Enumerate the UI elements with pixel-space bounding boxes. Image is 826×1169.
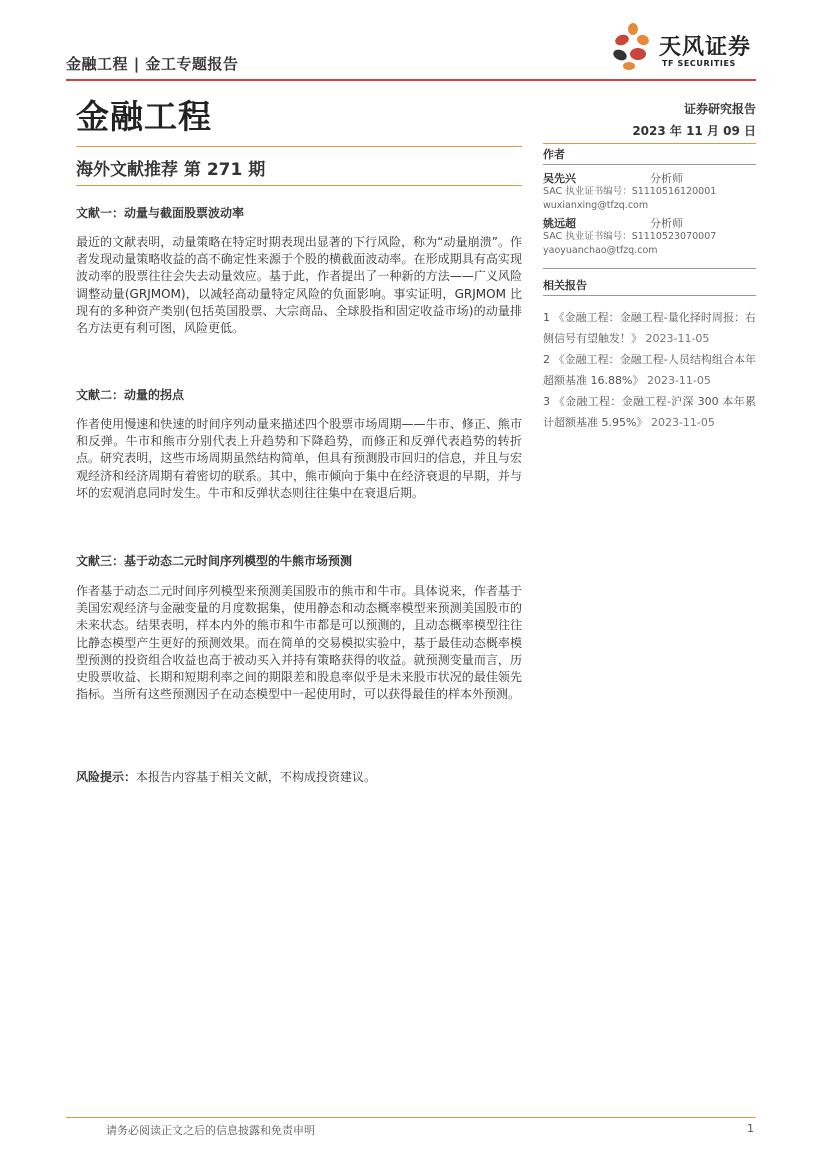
related-report-title: 3 《金融工程：金融工程-沪深 300 本年累计超额基准 5.95%》 <box>543 395 756 429</box>
section-heading: 文献三：基于动态二元时间序列模型的牛熊市场预测 <box>76 554 353 568</box>
related-report-date: 2023-11-05 <box>650 416 715 429</box>
related-report-title: 2 《金融工程：金融工程-人员结构组合本年超额基准 16.88%》 <box>543 353 756 387</box>
risk-text: 本报告内容基于相关文献，不构成投资建议。 <box>136 770 377 784</box>
title-divider-bottom <box>76 185 522 186</box>
related-divider-top <box>543 268 756 269</box>
title-divider-top <box>76 146 522 147</box>
related-report-item[interactable] <box>543 391 756 433</box>
footer-disclaimer: 请务必阅读正文之后的信息披露和免责申明 <box>106 1124 315 1137</box>
related-reports-label: 相关报告 <box>543 279 587 292</box>
page-title: 金融工程 <box>76 97 212 136</box>
analyst-email[interactable]: wuxianxing@tfzq.com <box>543 200 649 211</box>
section-body: 作者使用慢速和快速的时间序列动量来描述四个股票市场周期——牛市、修正、熊市和反弹。牛市和熊市分别代表上升趋势和下降趋势，而修正和反弹代表趋势的转折点。研究表明，这些市场周期虽然结构简单，但具有预测股市回归的信息，并且与宏观经济和经济周期有着密切的联系。其中，熊市倾向于集中在经济衰退的早期，并与坏的宏观消息同时发生。牛市和反弹状态则往往集中在衰退后期。 <box>76 417 522 500</box>
related-report-date: 2023-11-05 <box>645 332 710 345</box>
page-number: 1 <box>747 1122 754 1135</box>
analyst-name: 姚远超 <box>543 217 576 230</box>
analyst-cert: SAC 执业证书编号：S1110523070007 <box>543 231 717 242</box>
authors-divider <box>543 164 756 165</box>
risk-label: 风险提示： <box>76 770 137 784</box>
section-body: 作者基于动态二元时间序列模型来预测美国股市的熊市和牛市。具体说来，作者基于美国宏观经济与金融变量的月度数据集，使用静态和动态概率模型来预测美国股市的未来状态。结果表明，样本内外的熊市和牛市都是可以预测的，且动态概率模型往往比静态模型产生更好的预测效果。而在简单的交易模拟实验中，基于最佳动态概率模型预测的投资组合收益也高于被动买入并持有策略获得的收益。就预测变量而言，历史股票收益、长期和短期利率之间的期限差和股息率似乎是未来股市状况的最佳领先指标。当所有这些预测因子在动态模型中一起使用时，可以获得最佳的样本外预测。 <box>76 584 522 702</box>
footer-divider <box>66 1117 756 1118</box>
report-type: 证券研究报告 <box>683 102 756 116</box>
analyst-name: 吴先兴 <box>543 172 576 185</box>
sidebar-divider-top <box>543 143 756 144</box>
company-logo <box>610 22 760 72</box>
header-divider <box>66 79 756 81</box>
related-report-title: 1 《金融工程：金融工程-量化择时周报：右侧信号有望触发！》 <box>543 311 756 345</box>
section-heading: 文献一：动量与截面股票波动率 <box>76 206 245 220</box>
risk-warning <box>76 768 376 785</box>
report-subtitle: 海外文献推荐 第 271 期 <box>76 160 266 180</box>
related-report-date: 2023-11-05 <box>646 374 711 387</box>
report-date: 2023 年 11 月 09 日 <box>632 124 756 138</box>
related-report-item[interactable] <box>543 349 756 391</box>
section-heading: 文献二：动量的拐点 <box>76 388 185 402</box>
header-section-title: 金融工程 | 金工专题报告 <box>66 55 239 73</box>
section-body: 最近的文献表明，动量策略在特定时期表现出显著的下行风险，称为“动量崩溃”。作者发现动量策略收益的高不确定性来源于个股的横截面波动率。在形成期具有高实现波动率的股票往往会失去动量效应。基于此，作者提出了一种新的方法——广义风险调整动量(GRJMOM)，以减轻高动量特定风险的负面影响。事实证明，GRJMOM 比现有的多种资产类别(包括英国股票、大宗商品、全球股指和固定收益市场)的动量排名方法更有利可图，风险更低。 <box>76 235 522 336</box>
related-divider <box>543 295 756 296</box>
analyst-role: 分析师 <box>650 217 683 230</box>
analyst-role: 分析师 <box>650 172 683 185</box>
analyst-email[interactable]: yaoyuanchao@tfzq.com <box>543 245 658 256</box>
authors-label: 作者 <box>543 148 565 161</box>
analyst-cert: SAC 执业证书编号：S1110516120001 <box>543 186 717 197</box>
logo-mark-icon <box>610 22 656 72</box>
related-report-item[interactable] <box>543 307 756 349</box>
logo-english-name: TF SECURITIES <box>662 59 736 68</box>
logo-chinese-name: 天风证券 <box>659 35 752 60</box>
